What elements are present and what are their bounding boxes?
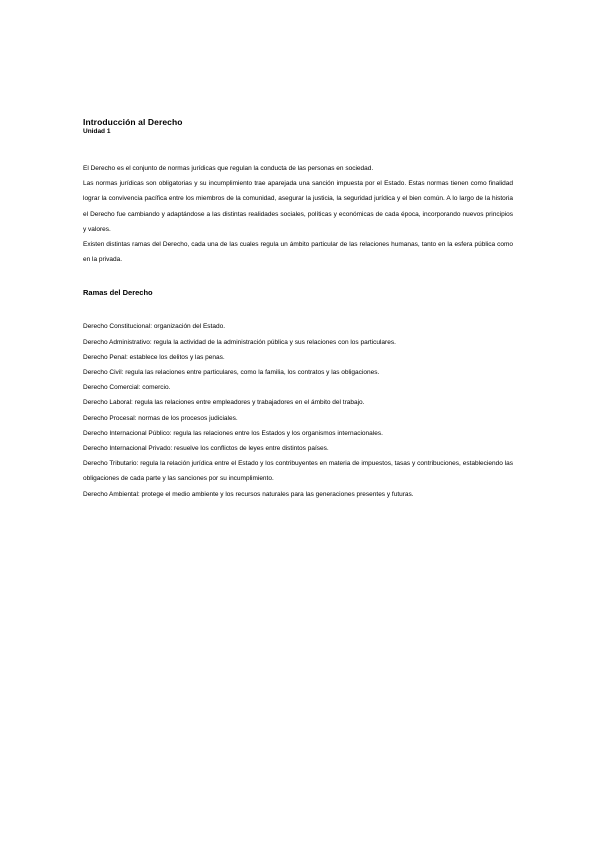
paragraph: El Derecho es el conjunto de normas jurídicas que regulan la conducta de las personas en sociedad. [83,165,374,172]
section-heading: Ramas del Derecho [83,288,153,298]
list-item: Derecho Laboral: regula las relaciones entre empleadores y trabajadores en el ámbito del trabajo. [83,399,365,407]
list-item: Derecho Internacional Público: regula las relaciones entre los Estados y los organismos internacionales. [83,429,383,437]
document-page [83,118,513,502]
list-item: Derecho Penal: establece los delitos y las penas. [83,353,225,361]
list-item: Derecho Internacional Privado: resuelve los conflictos de leyes entre distintos países. [83,445,329,453]
document-title: Introducción al Derecho [83,117,183,127]
list-item: Derecho Constitucional: organización del Estado. [83,323,226,331]
paragraph: Las normas jurídicas son obligatorias y su incumplimiento trae aparejada una sanción impuesta por el Estado. Estas normas tienen como finalidad lograr la convivencia pacífica entre los miembros de la comunidad, asegurar la justicia, la seguridad jurídica y el bien común. A lo largo de la historia el Derecho fue cambiando y adaptándose a las distintas realidades sociales, políticas y económicas de cada época, incorporando nuevos principios y valores. [83,180,513,233]
list-item: Derecho Administrativo: regula la actividad de la administración pública y sus relaciones con los particulares. [83,338,396,346]
document-subtitle: Unidad 1 [83,128,111,135]
paragraph: Existen distintas ramas del Derecho, cada una de las cuales regula un ámbito particular de las relaciones humanas, tanto en la esfera pública como en la privada. [83,241,513,264]
list-item: Derecho Tributario: regula la relación jurídica entre el Estado y los contribuyentes en materia de impuestos, tasas y contribuciones, estableciendo las obligaciones de cada parte y las sanciones por su incumplimiento. [83,460,513,483]
branches-list [83,319,513,501]
list-item: Derecho Procesal: normas de los procesos judiciales. [83,414,238,422]
list-item: Derecho Ambiental: protege el medio ambiente y los recursos naturales para las generaciones presentes y futuras. [83,490,414,498]
list-item: Derecho Comercial: comercio. [83,384,171,392]
list-item: Derecho Civil: regula las relaciones entre particulares, como la familia, los contratos y las obligaciones. [83,369,380,377]
